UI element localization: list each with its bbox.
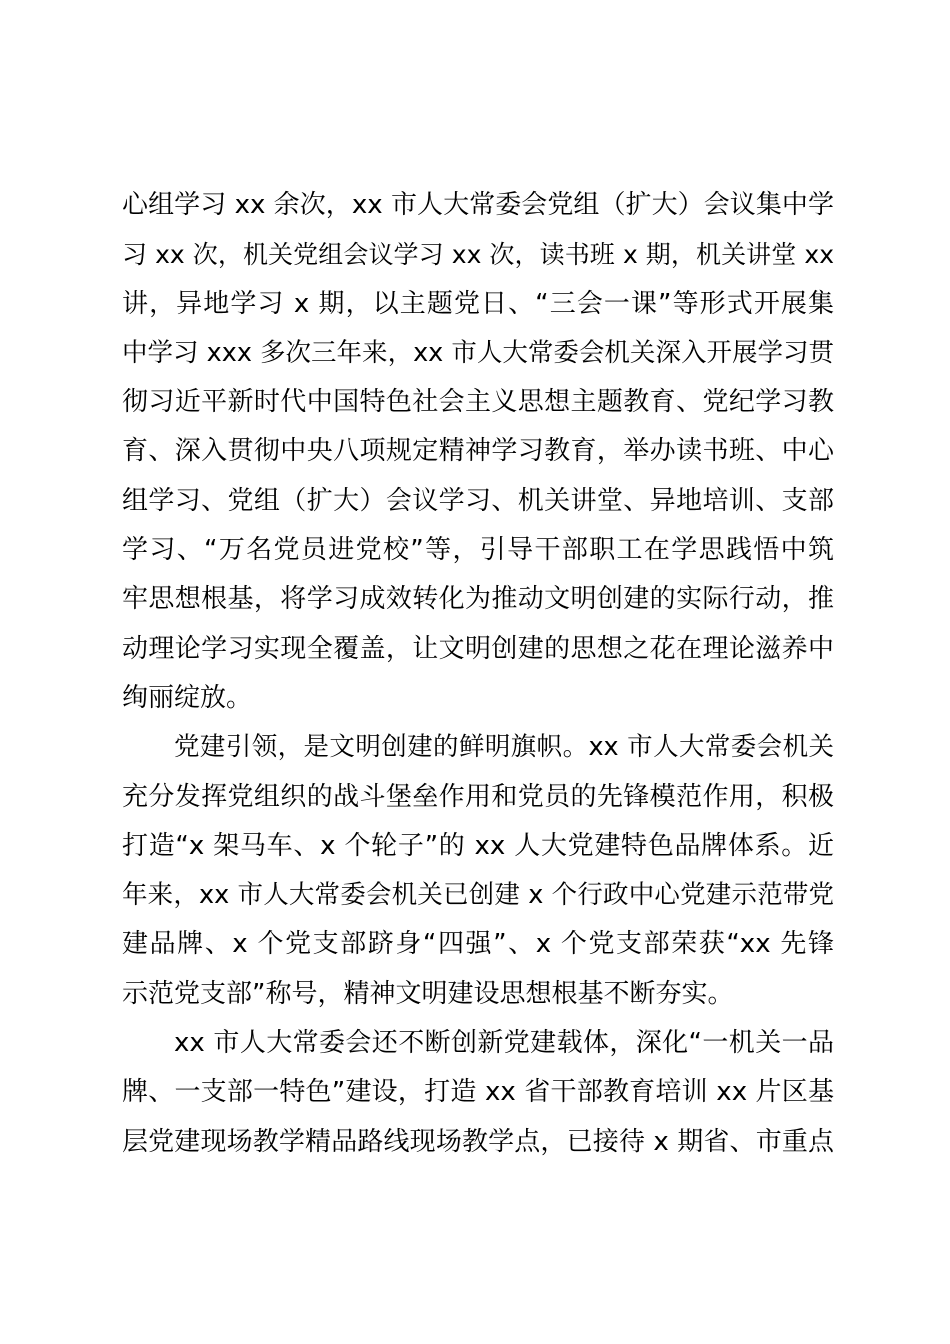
text-line: 中学习 xxx 多次三年来，xx 市人大常委会机关深入开展学习贯: [122, 337, 834, 368]
text-line: 牢思想根基，将学习成效转化为推动文明创建的实际行动，推: [122, 584, 834, 615]
paragraph-1: [122, 181, 834, 723]
text-line: xx 市人大常委会还不断创新党建载体，深化“一机关一品: [174, 1028, 834, 1059]
paragraph-2: [122, 723, 834, 1019]
text-line: 组学习、党组（扩大）会议学习、机关讲堂、异地培训、支部: [122, 485, 834, 516]
paragraph-3: [122, 1019, 834, 1167]
document-body: [122, 181, 834, 1167]
text-line: 育、深入贯彻中央八项规定精神学习教育，举办读书班、中心: [122, 436, 834, 467]
text-line: 建品牌、x 个党支部跻身“四强”、x 个党支部荣获“xx 先锋: [122, 929, 834, 960]
text-line: 打造“x 架马车、x 个轮子”的 xx 人大党建特色品牌体系。近: [122, 830, 834, 861]
text-line: 学习、“万名党员进党校”等，引导干部职工在学思践悟中筑: [122, 535, 834, 566]
text-line: 动理论学习实现全覆盖，让文明创建的思想之花在理论滋养中: [122, 633, 834, 664]
text-line: 充分发挥党组织的战斗堡垒作用和党员的先锋模范作用，积极: [122, 781, 834, 812]
text-line: 习 xx 次，机关党组会议学习 xx 次，读书班 x 期，机关讲堂 xx: [122, 240, 834, 270]
text-line: 层党建现场教学精品路线现场教学点，已接待 x 期省、市重点: [122, 1126, 834, 1157]
text-line: 彻习近平新时代中国特色社会主义思想主题教育、党纪学习教: [122, 387, 834, 418]
text-line: 心组学习 xx 余次，xx 市人大常委会党组（扩大）会议集中学: [122, 190, 834, 220]
text-line: 牌、一支部一特色”建设，打造 xx 省干部教育培训 xx 片区基: [122, 1077, 834, 1108]
text-line: 绚丽绽放。: [122, 682, 253, 713]
text-line: 讲，异地学习 x 期，以主题党日、“三会一课”等形式开展集: [122, 288, 834, 319]
text-line: 示范党支部”称号，精神文明建设思想根基不断夯实。: [122, 978, 734, 1009]
text-line: 党建引领，是文明创建的鲜明旗帜。xx 市人大常委会机关: [174, 732, 834, 763]
text-line: 年来，xx 市人大常委会机关已创建 x 个行政中心党建示范带党: [122, 880, 834, 911]
